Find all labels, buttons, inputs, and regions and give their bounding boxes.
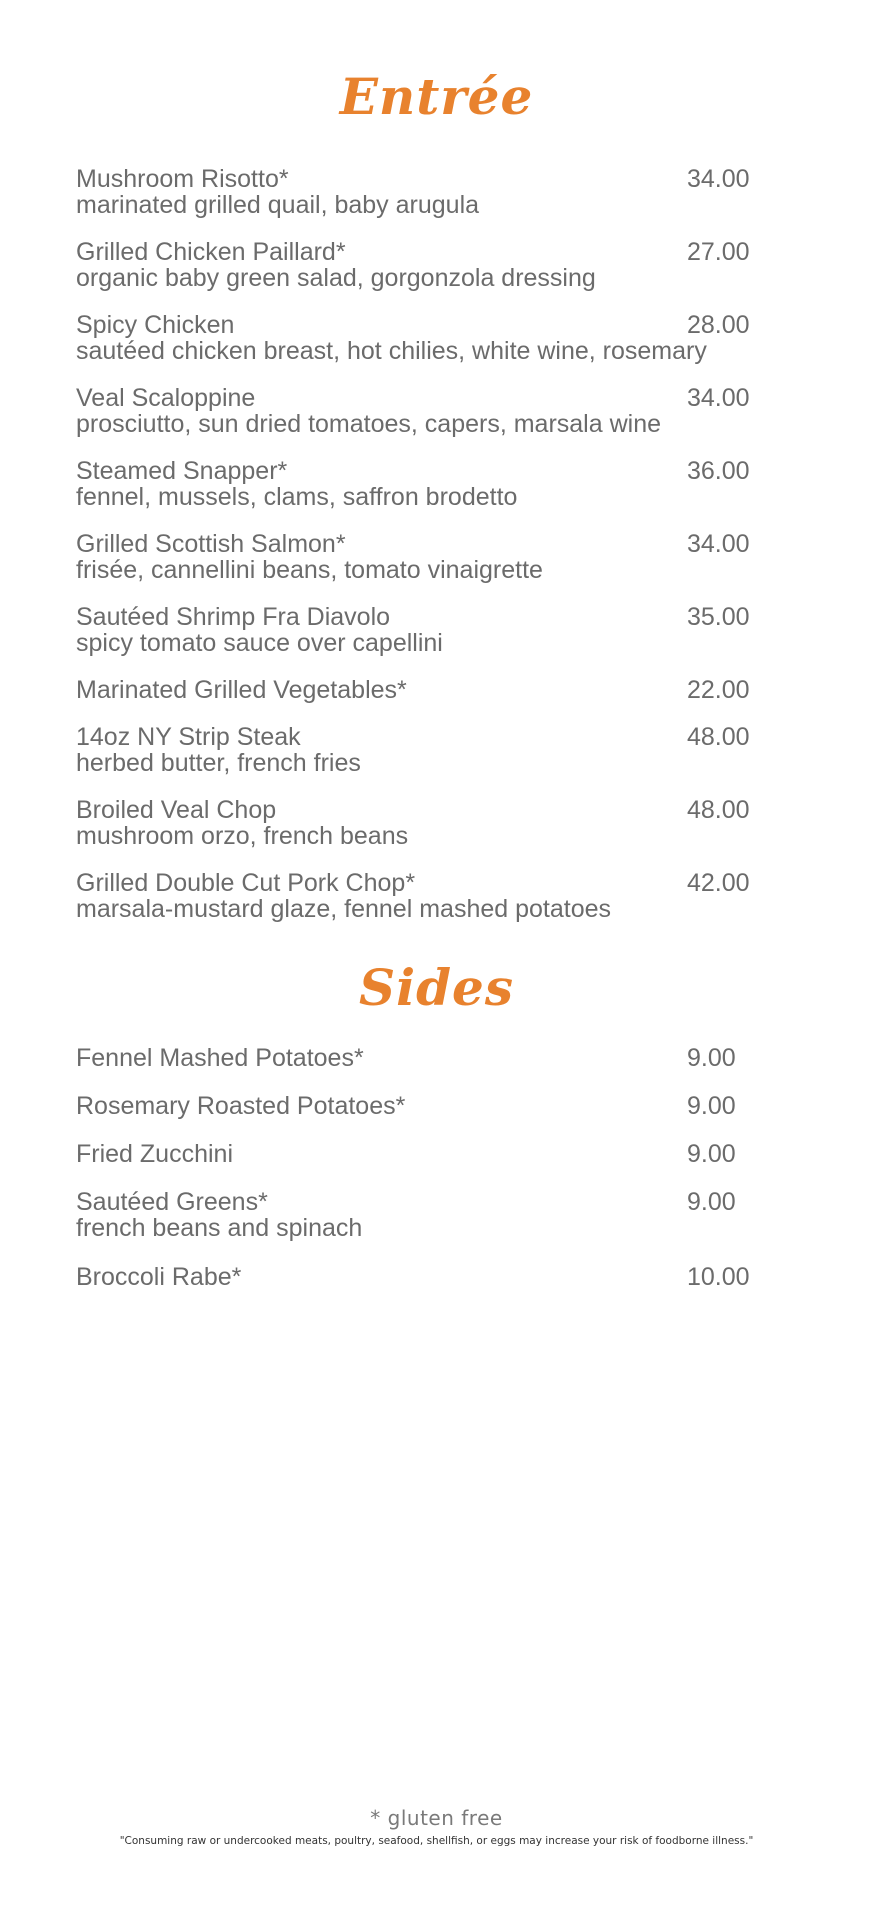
- entree-item: [76, 312, 756, 385]
- item-name: Grilled Chicken Paillard*: [76, 238, 346, 266]
- side-item: [76, 1264, 756, 1312]
- item-name: Fried Zucchini: [76, 1140, 233, 1168]
- item-price: 42.00: [687, 869, 750, 897]
- entree-item: [76, 677, 756, 724]
- side-item: [76, 1189, 756, 1264]
- item-price: 34.00: [687, 165, 750, 193]
- item-price: 48.00: [687, 723, 750, 751]
- item-name: Rosemary Roasted Potatoes*: [76, 1092, 406, 1120]
- entree-item: [76, 531, 756, 604]
- entree-item: [76, 724, 756, 797]
- item-description: french beans and spinach: [76, 1214, 363, 1242]
- item-description: spicy tomato sauce over capellini: [76, 629, 443, 657]
- item-name: Fennel Mashed Potatoes*: [76, 1044, 364, 1072]
- item-price: 34.00: [687, 384, 750, 412]
- gluten-free-note: * gluten free: [370, 1806, 503, 1830]
- item-name: Veal Scaloppine: [76, 384, 256, 412]
- item-price: 9.00: [687, 1188, 736, 1216]
- item-description: marinated grilled quail, baby arugula: [76, 191, 480, 219]
- item-name: Spicy Chicken: [76, 311, 235, 339]
- item-name: Grilled Double Cut Pork Chop*: [76, 869, 416, 897]
- item-description: mushroom orzo, french beans: [76, 822, 409, 850]
- item-description: organic baby green salad, gorgonzola dressing: [76, 264, 596, 292]
- foodborne-illness-warning: "Consuming raw or undercooked meats, poultry, seafood, shellfish, or eggs may increase your risk of foodborne illness.": [119, 1835, 754, 1847]
- item-price: 10.00: [687, 1263, 750, 1291]
- item-price: 35.00: [687, 603, 750, 631]
- side-item: [76, 1093, 756, 1141]
- entree-item: [76, 458, 756, 531]
- entree-item: [76, 385, 756, 458]
- item-name: Grilled Scottish Salmon*: [76, 530, 346, 558]
- item-description: prosciutto, sun dried tomatoes, capers, marsala wine: [76, 410, 661, 438]
- side-item: [76, 1045, 756, 1093]
- item-price: 28.00: [687, 311, 750, 339]
- item-description: frisée, cannellini beans, tomato vinaigrette: [76, 556, 543, 584]
- item-name: Steamed Snapper*: [76, 457, 288, 485]
- item-price: 48.00: [687, 796, 750, 824]
- entree-section-title: Entrée: [339, 67, 534, 126]
- item-name: Broccoli Rabe*: [76, 1263, 242, 1291]
- item-name: Mushroom Risotto*: [76, 165, 289, 193]
- item-name: Marinated Grilled Vegetables*: [76, 676, 407, 704]
- entree-item: [76, 239, 756, 312]
- entree-item: [76, 797, 756, 870]
- item-price: 9.00: [687, 1092, 736, 1120]
- item-price: 36.00: [687, 457, 750, 485]
- entree-item: [76, 870, 756, 943]
- entree-item: [76, 604, 756, 677]
- side-item: [76, 1141, 756, 1189]
- item-price: 22.00: [687, 676, 750, 704]
- item-price: 9.00: [687, 1044, 736, 1072]
- item-price: 9.00: [687, 1140, 736, 1168]
- entree-list: [76, 166, 756, 943]
- item-price: 34.00: [687, 530, 750, 558]
- item-description: herbed butter, french fries: [76, 749, 361, 777]
- item-price: 27.00: [687, 238, 750, 266]
- item-name: Sautéed Shrimp Fra Diavolo: [76, 603, 391, 631]
- item-description: sautéed chicken breast, hot chilies, white wine, rosemary: [76, 337, 707, 365]
- item-name: Sautéed Greens*: [76, 1188, 268, 1216]
- item-description: marsala-mustard glaze, fennel mashed potatoes: [76, 895, 612, 923]
- entree-item: [76, 166, 756, 239]
- item-description: fennel, mussels, clams, saffron brodetto: [76, 483, 518, 511]
- sides-section-title: Sides: [358, 958, 515, 1017]
- item-name: 14oz NY Strip Steak: [76, 723, 301, 751]
- sides-list: [76, 1045, 756, 1312]
- item-name: Broiled Veal Chop: [76, 796, 277, 824]
